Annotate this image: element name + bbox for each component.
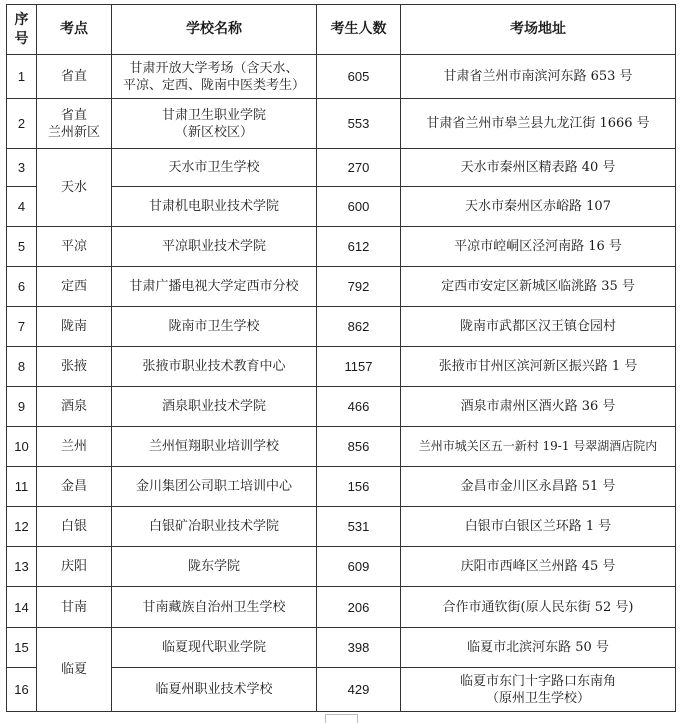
table-row — [7, 149, 676, 187]
header-row — [7, 5, 676, 55]
count-cell: 466 — [317, 387, 401, 427]
address-cell: 兰州市城关区五一新村 19-1 号翠湖酒店院内 — [401, 427, 676, 467]
address-cell: 白银市白银区兰环路 1 号 — [401, 507, 676, 547]
count-cell: 862 — [317, 307, 401, 347]
address-cell: 平凉市崆峒区泾河南路 16 号 — [401, 227, 676, 267]
count-cell: 206 — [317, 587, 401, 628]
address-cell: 庆阳市西峰区兰州路 45 号 — [401, 547, 676, 587]
table-row — [7, 99, 676, 149]
site-cell: 省直 兰州新区 — [37, 99, 112, 149]
table-row — [7, 587, 676, 628]
count-cell: 609 — [317, 547, 401, 587]
site-cell: 临夏 — [37, 628, 112, 712]
address-cell: 甘肃省兰州市皋兰县九龙江街 1666 号 — [401, 99, 676, 149]
seq-cell: 8 — [7, 347, 37, 387]
school-cell: 临夏现代职业学院 — [112, 628, 317, 668]
seq-cell: 15 — [7, 628, 37, 668]
count-cell: 1157 — [317, 347, 401, 387]
school-cell: 天水市卫生学校 — [112, 149, 317, 187]
seq-cell: 11 — [7, 467, 37, 507]
count-cell: 531 — [317, 507, 401, 547]
seq-cell: 13 — [7, 547, 37, 587]
school-cell: 甘南藏族自治州卫生学校 — [112, 587, 317, 628]
header-site: 考点 — [37, 5, 112, 55]
header-school: 学校名称 — [112, 5, 317, 55]
site-cell: 平凉 — [37, 227, 112, 267]
site-cell: 金昌 — [37, 467, 112, 507]
address-cell: 酒泉市肃州区酒火路 36 号 — [401, 387, 676, 427]
address-cell: 陇南市武都区汉王镇仓园村 — [401, 307, 676, 347]
address-cell: 临夏市北滨河东路 50 号 — [401, 628, 676, 668]
count-cell: 553 — [317, 99, 401, 149]
table-row — [7, 547, 676, 587]
school-cell: 陇南市卫生学校 — [112, 307, 317, 347]
table-row — [7, 307, 676, 347]
school-cell: 金川集团公司职工培训中心 — [112, 467, 317, 507]
header-count: 考生人数 — [317, 5, 401, 55]
seq-cell: 3 — [7, 149, 37, 187]
address-cell: 金昌市金川区永昌路 51 号 — [401, 467, 676, 507]
school-cell: 陇东学院 — [112, 547, 317, 587]
seq-cell: 9 — [7, 387, 37, 427]
exam-site-table — [6, 4, 676, 712]
seq-cell: 14 — [7, 587, 37, 628]
table-row — [7, 507, 676, 547]
table-row — [7, 467, 676, 507]
count-cell: 792 — [317, 267, 401, 307]
seq-cell: 16 — [7, 668, 37, 712]
site-cell: 定西 — [37, 267, 112, 307]
address-cell: 定西市安定区新城区临洮路 35 号 — [401, 267, 676, 307]
school-cell: 甘肃机电职业技术学院 — [112, 187, 317, 227]
site-cell: 甘南 — [37, 587, 112, 628]
seq-cell: 5 — [7, 227, 37, 267]
count-cell: 605 — [317, 55, 401, 99]
address-cell: 合作市通钦街(原人民东街 52 号) — [401, 587, 676, 628]
header-address: 考场地址 — [401, 5, 676, 55]
school-cell: 兰州恒翔职业培训学校 — [112, 427, 317, 467]
school-cell: 张掖市职业技术教育中心 — [112, 347, 317, 387]
count-cell: 600 — [317, 187, 401, 227]
seq-cell: 1 — [7, 55, 37, 99]
seq-cell: 7 — [7, 307, 37, 347]
count-cell: 856 — [317, 427, 401, 467]
address-cell: 天水市秦州区精表路 40 号 — [401, 149, 676, 187]
table-row — [7, 427, 676, 467]
school-cell: 甘肃开放大学考场（含天水、 平凉、定西、陇南中医类考生） — [112, 55, 317, 99]
count-cell: 398 — [317, 628, 401, 668]
table-row — [7, 347, 676, 387]
site-cell: 陇南 — [37, 307, 112, 347]
address-cell: 天水市秦州区赤峪路 107 — [401, 187, 676, 227]
table-row — [7, 267, 676, 307]
address-cell: 甘肃省兰州市南滨河东路 653 号 — [401, 55, 676, 99]
school-cell: 平凉职业技术学院 — [112, 227, 317, 267]
site-cell: 张掖 — [37, 347, 112, 387]
school-cell: 临夏州职业技术学校 — [112, 668, 317, 712]
site-cell: 天水 — [37, 149, 112, 227]
seq-cell: 6 — [7, 267, 37, 307]
table-row — [7, 387, 676, 427]
site-cell: 兰州 — [37, 427, 112, 467]
address-cell: 张掖市甘州区滨河新区振兴路 1 号 — [401, 347, 676, 387]
seq-cell: 10 — [7, 427, 37, 467]
school-cell: 甘肃广播电视大学定西市分校 — [112, 267, 317, 307]
seq-cell: 12 — [7, 507, 37, 547]
address-cell: 临夏市东门十字路口东南角 （原州卫生学校） — [401, 668, 676, 712]
school-cell: 甘肃卫生职业学院 （新区校区） — [112, 99, 317, 149]
school-cell: 酒泉职业技术学院 — [112, 387, 317, 427]
table-row — [7, 628, 676, 668]
count-cell: 612 — [317, 227, 401, 267]
site-cell: 庆阳 — [37, 547, 112, 587]
count-cell: 156 — [317, 467, 401, 507]
count-cell: 270 — [317, 149, 401, 187]
header-seq: 序号 — [7, 5, 37, 55]
count-cell: 429 — [317, 668, 401, 712]
seq-cell: 4 — [7, 187, 37, 227]
site-cell: 白银 — [37, 507, 112, 547]
table-row — [7, 55, 676, 99]
seq-cell: 2 — [7, 99, 37, 149]
site-cell: 省直 — [37, 55, 112, 99]
school-cell: 白银矿冶职业技术学院 — [112, 507, 317, 547]
table-row — [7, 227, 676, 267]
site-cell: 酒泉 — [37, 387, 112, 427]
